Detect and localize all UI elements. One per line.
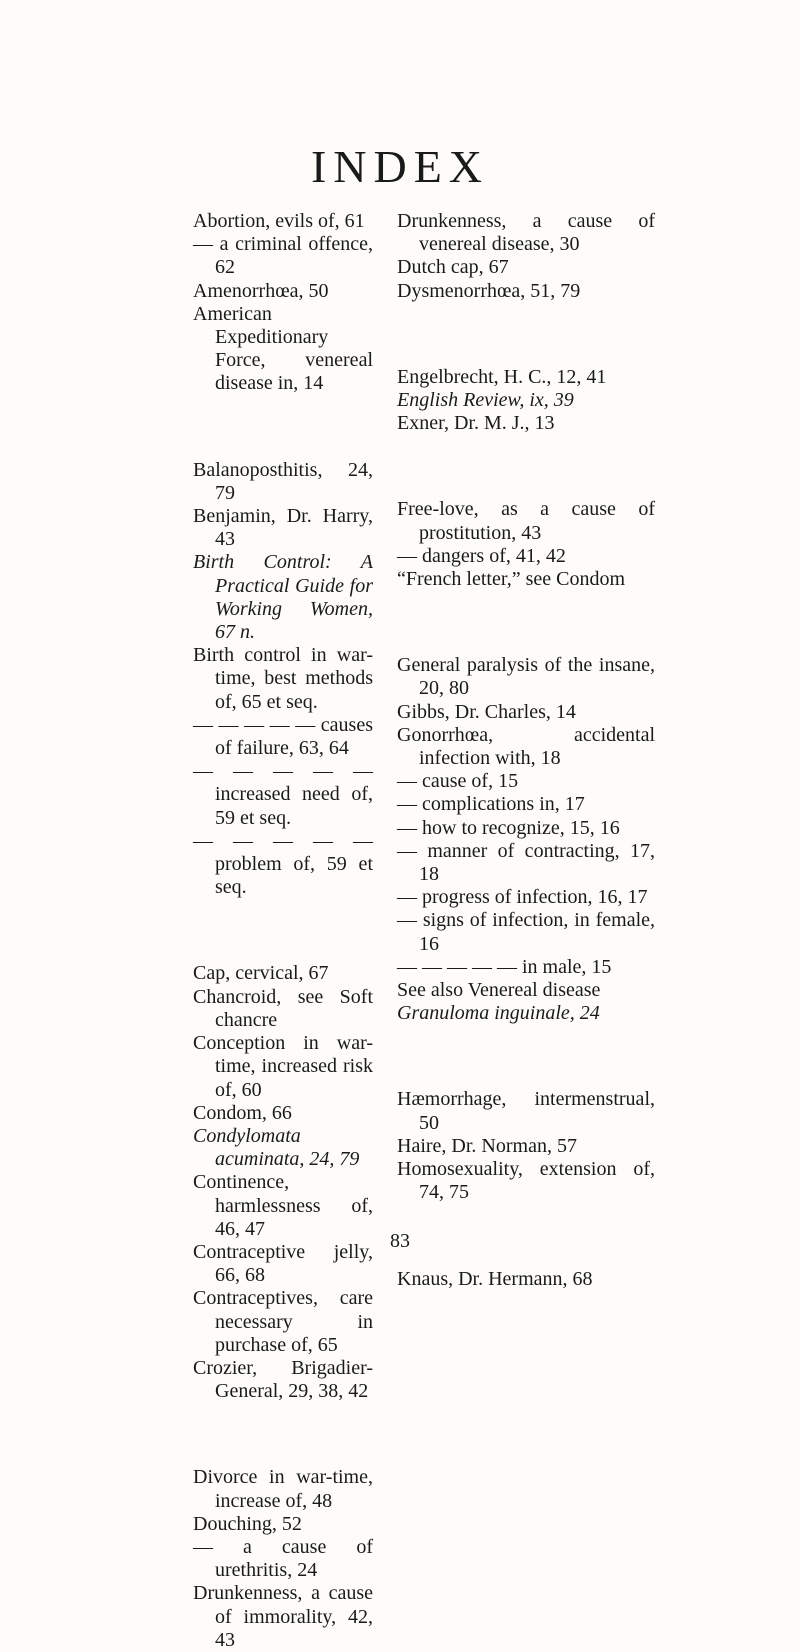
entry-spacer bbox=[397, 1045, 655, 1068]
index-entry: Birth Control: A Practical Guide for Working Women, 67 n. bbox=[193, 551, 373, 644]
index-entry: American Expeditionary Force, venereal disease in, 14 bbox=[193, 302, 373, 395]
index-entry: Douching, 52 bbox=[193, 1512, 302, 1535]
index-entry: — progress of infection, 16, 17 bbox=[397, 886, 648, 909]
index-entry: Chancroid, see Soft chancre bbox=[193, 985, 373, 1031]
index-entry: English Review, ix, 39 bbox=[397, 389, 574, 412]
index-entry: Hæmorrhage, intermenstrual, 50 bbox=[397, 1088, 655, 1134]
index-entry: — a criminal offence, 62 bbox=[193, 233, 373, 279]
index-entry: Haire, Dr. Norman, 57 bbox=[397, 1134, 577, 1157]
index-entry: Engelbrecht, H. C., 12, 41 bbox=[397, 365, 607, 388]
index-entry: “French letter,” see Condom bbox=[397, 568, 626, 591]
index-entry: Abortion, evils of, 61 bbox=[193, 210, 365, 232]
index-entry: Condylomata acuminata, 24, 79 bbox=[193, 1124, 360, 1171]
index-entry: Dysmenorrhœa, 51, 79 bbox=[397, 279, 581, 302]
index-entry: Dutch cap, 67 bbox=[397, 256, 509, 279]
index-entry: — dangers of, 41, 42 bbox=[397, 544, 566, 567]
index-entry: — — — — — causes of failure, 63, 64 bbox=[193, 713, 373, 760]
page-title: INDEX bbox=[310, 141, 490, 192]
index-entry: Contraceptive jelly, 66, 68 bbox=[193, 1240, 373, 1287]
index-entry: Drunkenness, a cause of venereal disease, 30 bbox=[397, 210, 655, 256]
index-entry: Free-love, as a cause of prostitution, 43 bbox=[397, 498, 655, 544]
index-entry: — — — — — in male, 15 bbox=[397, 955, 612, 978]
index-entry: Balanoposthitis, 24, 79 bbox=[193, 458, 373, 504]
index-entry: Birth control in war-time, best methods of, 65 et seq. bbox=[193, 644, 373, 713]
index-entry: Drunkenness, a cause of immorality, 42, 43 bbox=[193, 1582, 373, 1651]
index-entry: Exner, Dr. M. J., 13 bbox=[397, 412, 555, 435]
index-entry: Continence, harmlessness of, 46, 47 bbox=[193, 1171, 373, 1240]
index-entry: — complications in, 17 bbox=[397, 793, 585, 816]
index-entry: Gonorrhœa, accidental infection with, 18 bbox=[397, 723, 655, 770]
index-column-right bbox=[397, 210, 655, 1291]
index-entry: Divorce in war-time, increase of, 48 bbox=[193, 1466, 373, 1512]
index-entry: Condom, 66 bbox=[193, 1101, 292, 1124]
index-entry: General paralysis of the insane, 20, 80 bbox=[397, 654, 655, 700]
index-column-left bbox=[193, 210, 373, 1652]
index-entry: Contraceptives, care necessary in purchase of, 65 bbox=[193, 1287, 373, 1356]
entry-spacer bbox=[193, 416, 373, 439]
index-entry: Benjamin, Dr. Harry, 43 bbox=[193, 505, 373, 551]
index-entry: Knaus, Dr. Hermann, 68 bbox=[397, 1267, 593, 1290]
index-entry: Gibbs, Dr. Charles, 14 bbox=[397, 700, 576, 723]
index-entry: — signs of infection, in female, 16 bbox=[397, 909, 655, 955]
index-entry: Cap, cervical, 67 bbox=[193, 962, 329, 985]
entry-spacer bbox=[193, 1423, 373, 1446]
index-entry: — a cause of urethritis, 24 bbox=[193, 1535, 373, 1582]
index-entry: Conception in war-time, increased risk of, 60 bbox=[193, 1032, 373, 1101]
index-entry: Homosexuality, extension of, 74, 75 bbox=[397, 1158, 655, 1204]
entry-spacer bbox=[193, 919, 373, 942]
index-entry: — cause of, 15 bbox=[397, 770, 519, 793]
index-entry: — — — — — problem of, 59 et seq. bbox=[193, 829, 373, 899]
entry-spacer bbox=[397, 611, 655, 634]
index-entry: — how to recognize, 15, 16 bbox=[397, 816, 620, 839]
index-entry: Amenorrhœa, 50 bbox=[193, 279, 329, 302]
index-entry: Granuloma inguinale, 24 bbox=[397, 1002, 600, 1025]
index-entry: — — — — — increased need of, 59 et seq. bbox=[193, 760, 373, 829]
index-entry: — manner of contracting, 17, 18 bbox=[397, 839, 655, 886]
index-entry: Crozier, Brigadier-General, 29, 38, 42 bbox=[193, 1356, 373, 1403]
entry-spacer bbox=[397, 323, 655, 346]
page-number: 83 bbox=[390, 1230, 410, 1252]
entry-spacer bbox=[397, 455, 655, 478]
index-entry: See also Venereal disease bbox=[397, 979, 601, 1002]
